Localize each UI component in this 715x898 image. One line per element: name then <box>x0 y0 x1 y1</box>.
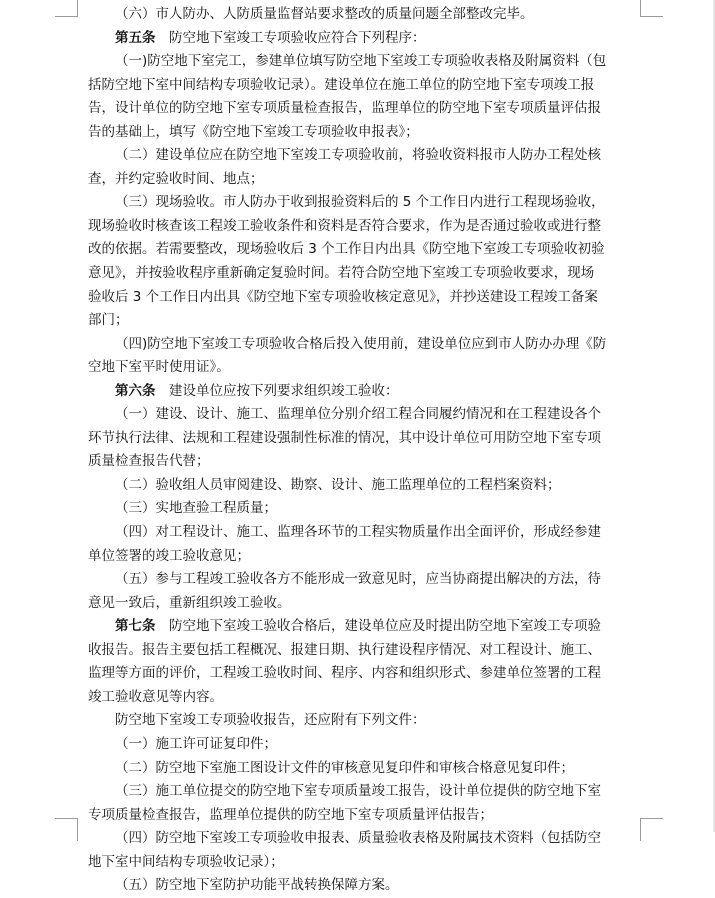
paragraph-line: （一)防空地下室完工，参建单位填写防空地下室竣工专项验收表格及附属资料（包 <box>115 53 607 70</box>
article-5-text: 防空地下室竣工专项验收应符合下列程序： <box>169 29 426 46</box>
article-5-label: 第五条 <box>115 29 156 46</box>
paragraph-line: 改的依据。若需要整改，现场验收后 3 个工作日内出具《防空地下室竣工专项验收初验 <box>88 241 605 258</box>
paragraph-line: （二）验收组人员审阅建设、勘察、设计、施工监理单位的工程档案资料； <box>115 476 561 493</box>
article-7-label: 第七条 <box>115 618 156 635</box>
paragraph-line: 现场验收时核查该工程竣工验收条件和资料是否符合要求，作为是否通过验收或进行整 <box>88 217 601 234</box>
article-7-heading-line <box>88 615 636 639</box>
document-text-area <box>88 3 636 898</box>
article-5-heading-line <box>88 27 636 51</box>
paragraph-line: 监理等方面的评价，工程竣工验收时间、程序、内容和组织形式、参建单位签署的工程 <box>88 665 601 682</box>
paragraph-line: （四)防空地下室竣工专项验收合格后投入使用前，建设单位应到市人防办办理《防 <box>115 335 607 352</box>
paragraph-line: （三）施工单位提交的防空地下室专项质量竣工报告，设计单位提供的防空地下室 <box>115 783 601 800</box>
paragraph-line: 单位签署的竣工验收意见； <box>88 547 250 564</box>
paragraph-line: 部门； <box>88 312 129 329</box>
paragraph-line: 告，设计单位的防空地下室专项质量检查报告，监理单位的防空地下室专项质量评估报 <box>88 100 601 117</box>
paragraph-line: 意见一致后，重新组织竣工验收。 <box>88 594 291 611</box>
paragraph-line: （四）对工程设计、施工、监理各环节的工程实物质量作出全面评价，形成经参建 <box>115 524 601 541</box>
paragraph-line: 括防空地下室中间结构专项验收记录）。建设单位在施工单位的防空地下室专项竣工报 <box>88 76 595 93</box>
paragraph-line: （一）建设、设计、施工、监理单位分别介绍工程合同履约情况和在工程建设各个 <box>115 406 601 423</box>
paragraph-line: 意见》，并按验收程序重新确定复验时间。若符合防空地下室竣工专项验收要求，现场 <box>88 265 595 282</box>
paragraph-line: （三）实地查验工程质量； <box>115 500 277 517</box>
paragraph-line: （四）防空地下室竣工专项验收申报表、质量验收表格及附属技术资料（包括防空 <box>115 830 601 847</box>
paragraph-line: 收报告。报告主要包括工程概况、报建日期、执行建设程序情况、对工程设计、施工、 <box>88 641 601 658</box>
paragraph-line: 告的基础上，填写《防空地下室竣工专项验收申报表》； <box>88 123 419 140</box>
paragraph-line: 查，并约定验收时间、地点； <box>88 170 264 187</box>
paragraph-line: 质量检查报告代替； <box>88 453 210 470</box>
paragraph-line: 专项质量检查报告，监理单位提供的防空地下室专项质量评估报告； <box>88 806 493 823</box>
paragraph-line: （六）市人防办、人防质量监督站要求整改的质量问题全部整改完毕。 <box>115 6 534 22</box>
paragraph-line: 地下室中间结构专项验收记录）； <box>88 853 284 870</box>
paragraph-line: （二）防空地下室施工图设计文件的审核意见复印件和审核合格意见复印件； <box>115 759 574 776</box>
paragraph-line: （二）建设单位应在防空地下室竣工专项验收前，将验收资料报市人防办工程处核 <box>115 147 601 164</box>
paragraph-line: （一）施工许可证复印件； <box>115 735 277 752</box>
paragraph-line: （三）现场验收。市人防办于收到报验资料后的 5 个工作日内进行工程现场验收， <box>115 194 605 211</box>
paragraph-line: 防空地下室竣工专项验收报告，还应附有下列文件： <box>115 712 426 729</box>
paragraph-line: 空地下室平时使用证》。 <box>88 359 230 376</box>
paragraph-line: 验收后 3 个工作日内出具《防空地下室专项验收核定意见》，并抄送建设工程竣工备案 <box>88 288 598 305</box>
article-6-text: 建设单位应按下列要求组织竣工验收： <box>169 382 399 399</box>
paragraph-line: （五）参与工程竣工验收各方不能形成一致意见时，应当协商提出解决的方法，待 <box>115 571 601 588</box>
article-6-heading-line <box>88 380 636 404</box>
article-6-label: 第六条 <box>115 382 156 399</box>
page-corner-mark-bottom-right <box>640 818 663 841</box>
page-corner-mark-bottom-left <box>55 818 78 841</box>
page-corner-mark-top-left <box>55 0 78 17</box>
paragraph-line: 环节执行法律、法规和工程建设强制性标准的情况，其中设计单位可用防空地下室专项 <box>88 429 601 446</box>
article-7-text: 防空地下室竣工验收合格后，建设单位应及时提出防空地下室竣工专项验 <box>169 618 601 635</box>
paragraph-line: 竣工验收意见等内容。 <box>88 688 223 705</box>
paragraph-line: （五）防空地下室防护功能平战转换保障方案。 <box>115 877 399 894</box>
page-corner-mark-top-right <box>640 0 663 17</box>
